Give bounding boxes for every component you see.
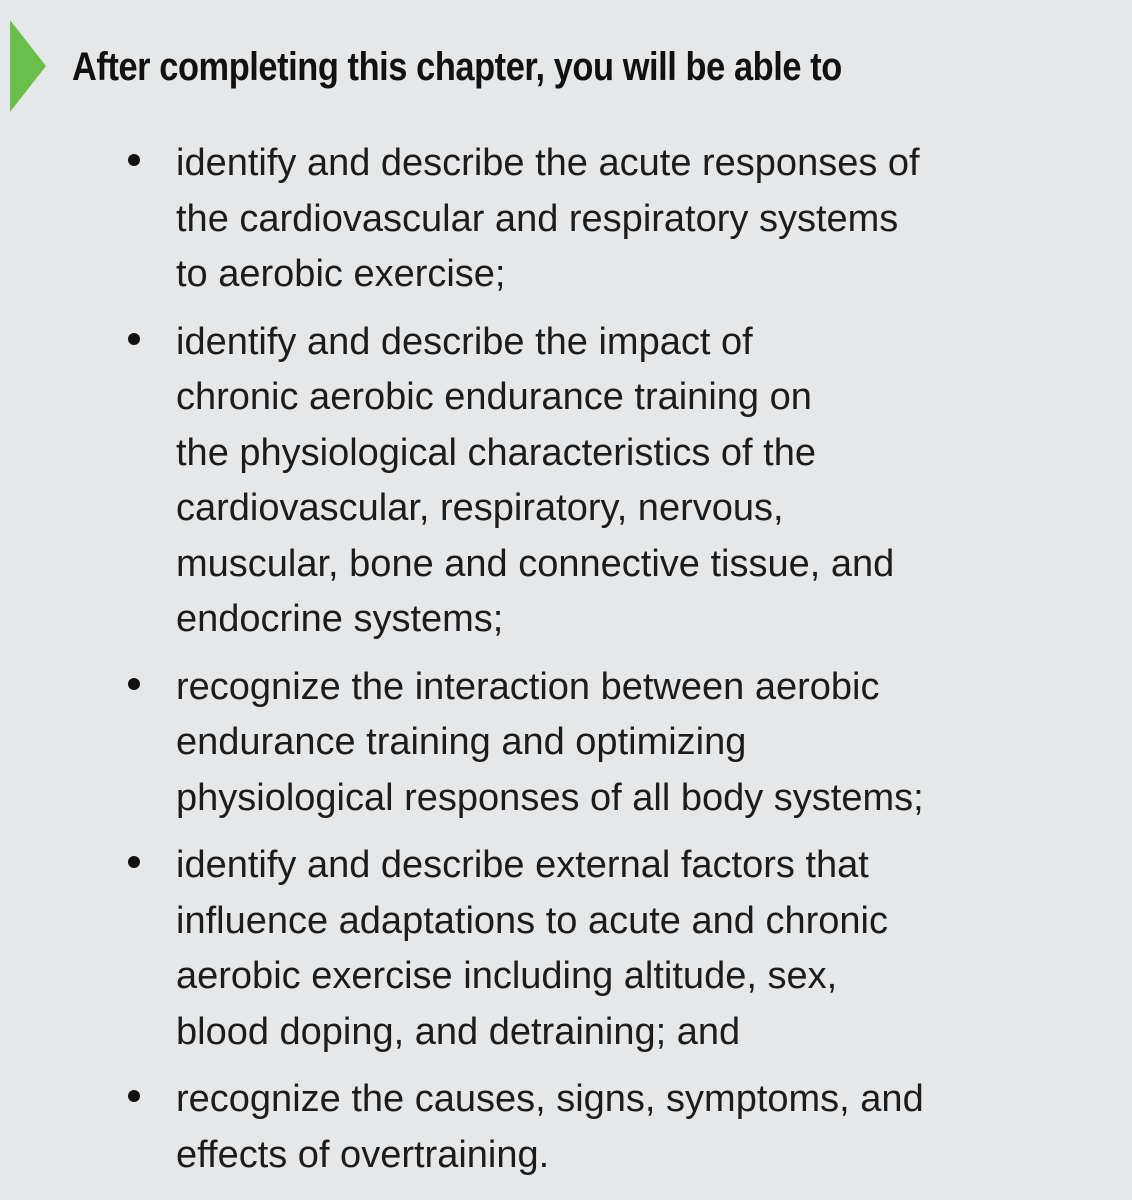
bullet-icon (128, 856, 140, 868)
objective-line: chronic aerobic endurance training on (176, 376, 812, 418)
objective-line: influence adaptations to acute and chronic (176, 899, 888, 942)
objective-line: physiological responses of all body systems; (176, 776, 924, 819)
objective-line: to aerobic exercise; (176, 253, 506, 295)
objective-line: muscular, bone and connective tissue, and (176, 542, 895, 585)
objectives-list (176, 136, 1126, 1195)
objective-item-5 (176, 1072, 1126, 1183)
bullet-icon (128, 678, 140, 690)
objective-line: effects of overtraining. (176, 1133, 550, 1176)
bullet-icon (128, 154, 140, 166)
objective-line: aerobic exercise including altitude, sex, (176, 955, 838, 997)
objective-line: recognize the causes, signs, symptoms, and (176, 1078, 924, 1120)
objective-line: identify and describe the acute responses of (176, 142, 920, 184)
objective-line: blood doping, and detraining; and (176, 1010, 741, 1053)
objective-item-3 (176, 660, 1126, 827)
objective-line: endurance training and optimizing (176, 721, 747, 763)
objective-item-1 (176, 136, 1126, 303)
chapter-objectives-heading: After completing this chapter, you will be able to (72, 45, 842, 89)
objective-line: identify and describe the impact of (176, 320, 753, 363)
objective-line: cardiovascular, respiratory, nervous, (176, 487, 784, 529)
objective-line: recognize the interaction between aerobic (176, 665, 880, 708)
section-arrow-icon (10, 20, 46, 112)
objective-line: identify and describe external factors that (176, 844, 869, 886)
bullet-icon (128, 333, 140, 345)
objective-item-4 (176, 838, 1126, 1060)
objective-item-2 (176, 315, 1126, 648)
bullet-icon (128, 1090, 140, 1102)
objective-line: the cardiovascular and respiratory systems (176, 197, 899, 240)
objective-line: endocrine systems; (176, 598, 504, 640)
objective-line: the physiological characteristics of the (176, 431, 816, 474)
